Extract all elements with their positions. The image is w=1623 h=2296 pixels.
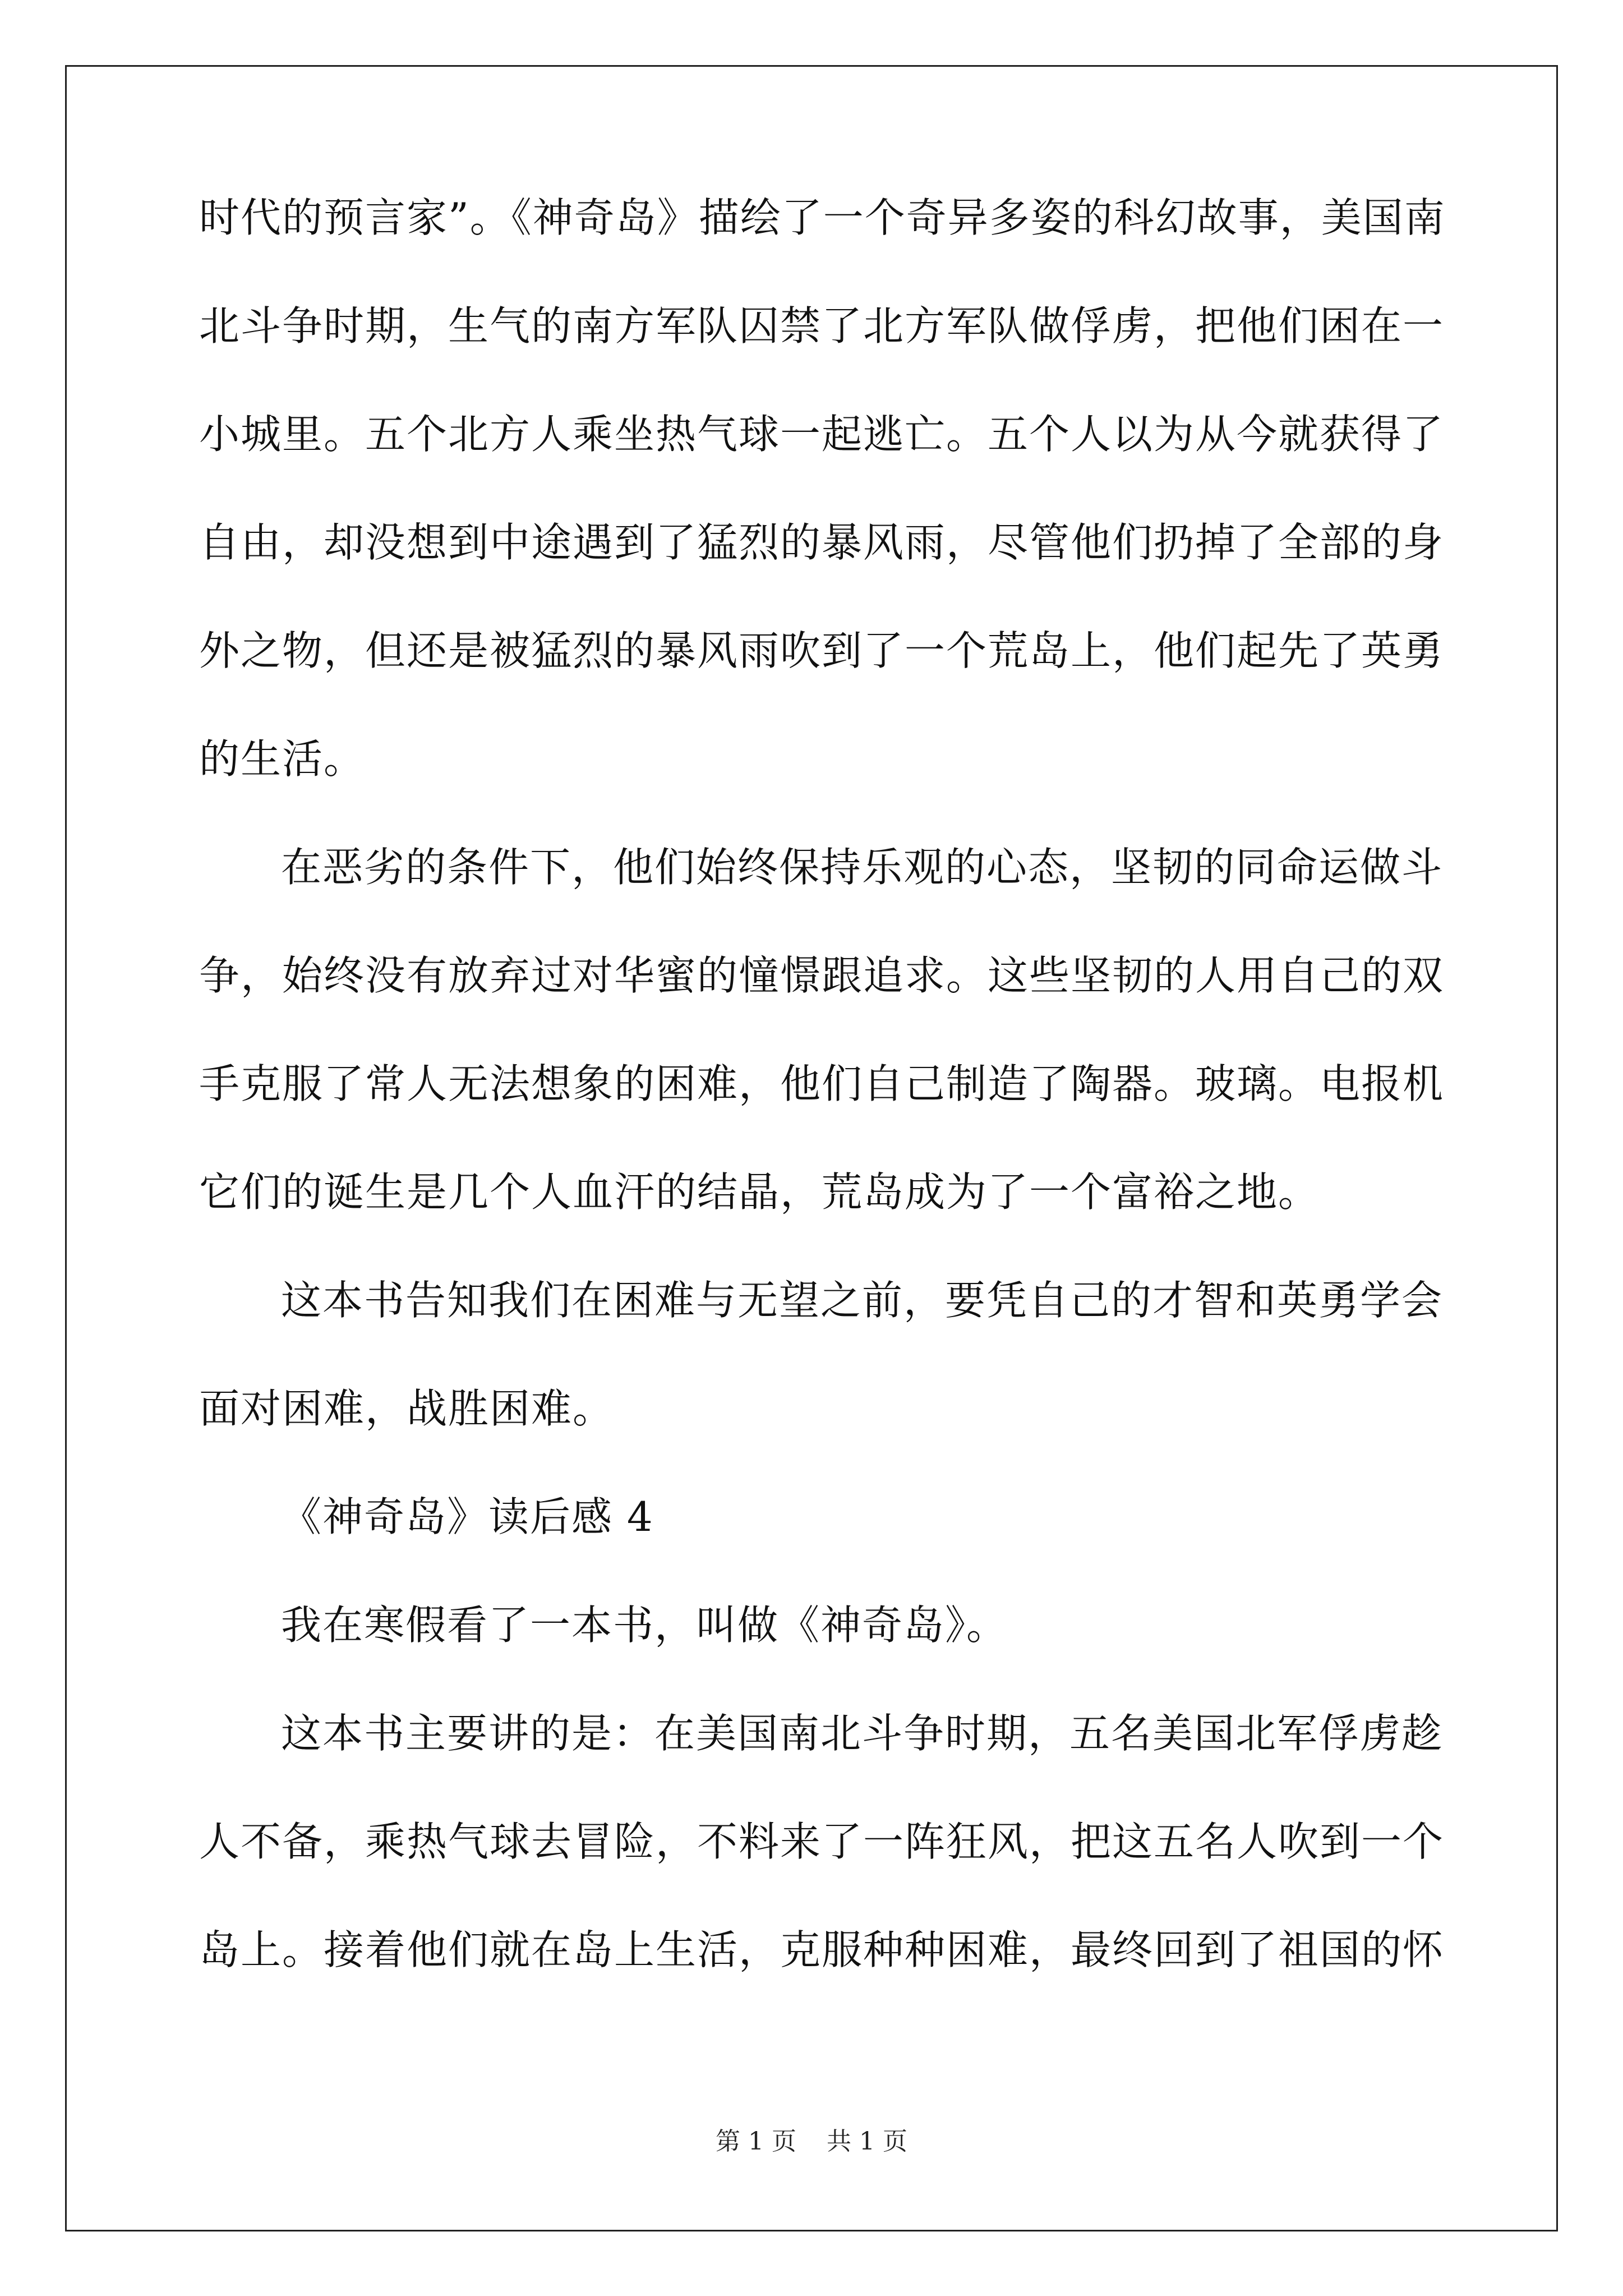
text-line: 手克服了常人无法想象的困难，他们自己制造了陶器。玻璃。电报机 <box>199 1060 1445 1107</box>
text-line: 人不备，乘热气球去冒险，不料来了一阵狂风，把这五名人吹到一个 <box>199 1818 1445 1865</box>
paragraph-first-line: 在恶劣的条件下，他们始终保持乐观的心态，坚韧的同命运做斗 <box>281 844 1444 891</box>
page-total: 共 1 页 <box>827 2127 907 2156</box>
page-footer <box>0 2125 1623 2159</box>
text-line: 争，始终没有放弃过对华蜜的憧憬跟追求。这些坚韧的人用自己的双 <box>199 952 1445 999</box>
text-line: 外之物，但还是被猛烈的暴风雨吹到了一个荒岛上，他们起先了英勇 <box>199 627 1445 674</box>
text-line: 小城里。五个北方人乘坐热气球一起逃亡。五个人以为从今就获得了 <box>199 411 1445 458</box>
section-heading: 《神奇岛》读后感 4 <box>281 1493 654 1540</box>
page-border <box>65 65 1558 2231</box>
page-number: 第 1 页 <box>716 2127 796 2156</box>
text-line: 岛上。接着他们就在岛上生活，克服种种困难，最终回到了祖国的怀 <box>199 1926 1445 1973</box>
text-line: 的生活。 <box>199 735 366 783</box>
paragraph-first-line: 这本书告知我们在困难与无望之前，要凭自己的才智和英勇学会 <box>281 1277 1444 1324</box>
paragraph-first-line: 这本书主要讲的是：在美国南北斗争时期，五名美国北军俘虏趁 <box>281 1710 1444 1757</box>
text-line: 时代的预言家”。《神奇岛》描绘了一个奇异多姿的科幻故事，美国南 <box>199 194 1446 241</box>
text-line: 北斗争时期，生气的南方军队囚禁了北方军队做俘虏，把他们困在一 <box>199 302 1445 349</box>
text-line: 自由，却没想到中途遇到了猛烈的暴风雨，尽管他们扔掉了全部的身 <box>199 519 1445 566</box>
text-line: 它们的诞生是几个人血汗的结晶，荒岛成为了一个富裕之地。 <box>199 1168 1320 1216</box>
text-line: 面对困难，战胜困难。 <box>199 1385 615 1432</box>
paragraph-first-line: 我在寒假看了一本书，叫做《神奇岛》。 <box>281 1602 1008 1649</box>
